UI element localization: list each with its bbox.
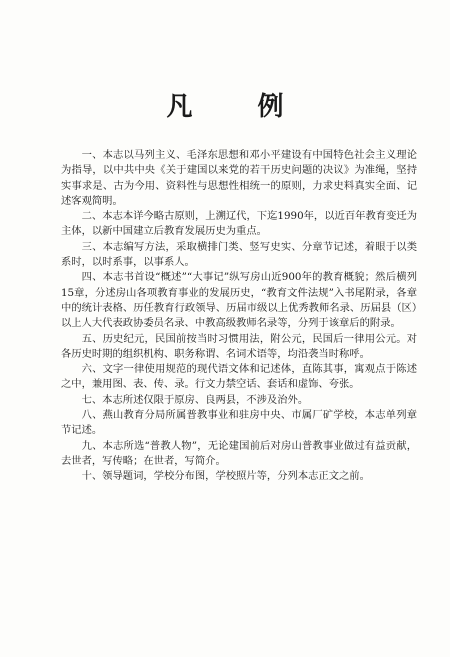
note-item-7: 七、本志所述仅限于原房、良两县，不涉及治外。 [81, 393, 309, 406]
note-item-8: 八、燕山教育分局所属普教事业和驻房中央、市属厂矿学校，本志单列章节记述。 [61, 409, 417, 437]
note-item-6: 六、文字一律使用规范的现代语文体和记述体，直陈其事，寓观点于陈述之中，兼用图、表、传、录。行文力禁空话、套话和虚饰、夸张。 [61, 363, 417, 391]
note-item-10: 十、领导题词，学校分布图，学校照片等，分列本志正文之前。 [81, 470, 370, 483]
note-item-9: 九、本志所选“普教人物”，无论建国前后对房山普教事业做过有益贡献，去世者，写传略；在世者，写简介。 [61, 439, 417, 467]
note-item-2: 二、本志本详今略古原则，上溯辽代，下迄1990年，以近百年教育变迁为主体，以新中国建立后教育发展历史为重点。 [61, 210, 417, 238]
page-title: 凡 例 [166, 92, 312, 122]
note-item-1: 一、本志以马列主义、毛泽东思想和邓小平建设有中国特色社会主义理论为指导，以中共中央《关于建国以来党的若干历史问题的决议》为准绳，坚持实事求是、古为今用、资料性与思想性相统一的原则，力求史料真实全面、记述客观简明。 [61, 149, 417, 207]
editorial-notes [61, 148, 417, 485]
note-item-4: 四、本志书首设“概述”“大事记”纵写房山近900年的教育概貌；然后横列15章，分述房山各项教育事业的发展历史，“教育文件法规”入书尾附录，各章中的统计表格、历任教育行政领导、历届市级以上优秀教师名录、历届县（区）以上人大代表政协委员名录、中教高级教师名录等，分列于该章后的附录。 [61, 271, 417, 330]
note-item-3: 三、本志编写方法，采取横排门类、竖写史实、分章节记述，着眼于以类系时，以时系事，以事系人。 [61, 240, 417, 269]
note-item-5: 五、历史纪元，民国前按当时习惯用法，附公元，民国后一律用公元。对各历史时期的组织机构、职务称谓、名词术语等，均沿袭当时称呼。 [61, 332, 417, 360]
